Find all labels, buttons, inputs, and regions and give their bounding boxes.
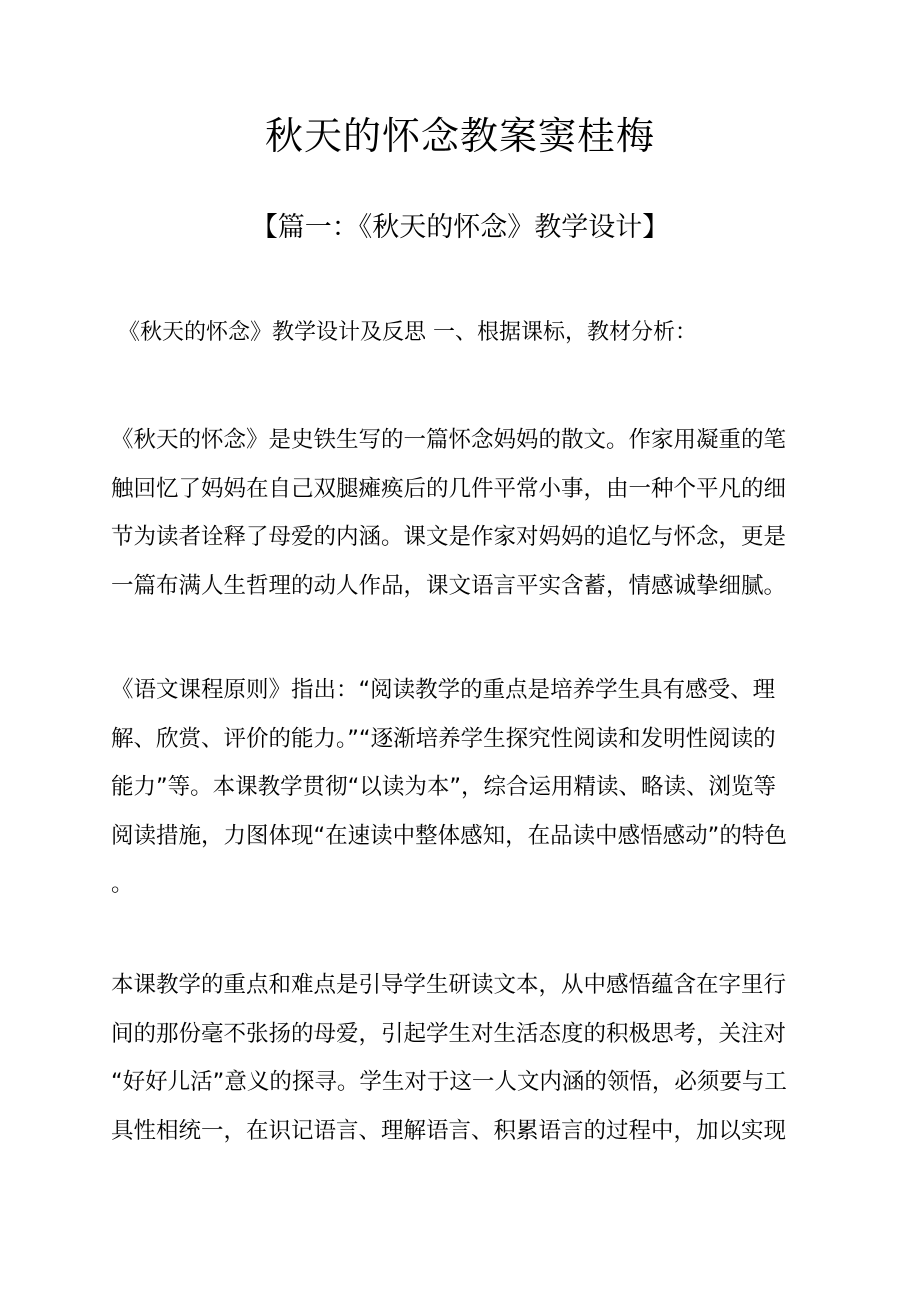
paragraph-line: 能力”等。本课教学贯彻“以读为本”，综合运用精读、略读、浏览等 bbox=[111, 774, 776, 800]
paragraph-3 bbox=[111, 961, 813, 1155]
paragraph-1 bbox=[111, 416, 813, 610]
paragraph-line: 触回忆了妈妈在自己双腿瘫痪后的几件平常小事，由一种个平凡的细 bbox=[111, 475, 787, 502]
paragraph-2 bbox=[111, 666, 813, 909]
paragraph-line: 节为读者诠释了母爱的内涵。课文是作家对妈妈的追忆与怀念，更是 bbox=[111, 524, 787, 550]
document-title: 秋天的怀念教案窦桂梅 bbox=[264, 114, 655, 158]
lead-line: 《秋天的怀念》教学设计及反思 一、根据课标，教材分析： bbox=[118, 320, 697, 345]
paragraph-line: 间的那份毫不张扬的母爱，引起学生对生活态度的积极思考，关注对 bbox=[111, 1020, 787, 1047]
paragraph-line: 一篇布满人生哲理的动人作品，课文语言平实含蓄，情感诚挚细腻。 bbox=[111, 572, 787, 599]
paragraph-line: 。 bbox=[111, 871, 134, 897]
paragraph-line: 《秋天的怀念》是史铁生写的一篇怀念妈妈的散文。作家用凝重的笔 bbox=[111, 427, 787, 453]
paragraph-line: 《语文课程原则》指出：“阅读教学的重点是培养学生具有感受、理 bbox=[111, 677, 776, 703]
paragraph-line: 具性相统一，在识记语言、理解语言、积累语言的过程中，加以实现 bbox=[111, 1117, 787, 1144]
paragraph-line: “好好儿活”意义的探寻。学生对于这一人文内涵的领悟，必须要与工 bbox=[111, 1069, 787, 1095]
paragraph-line: 阅读措施，力图体现“在速读中整体感知，在品读中感悟感动”的特色 bbox=[111, 822, 787, 849]
section-heading: 【篇一：《秋天的怀念》教学设计】 bbox=[250, 212, 670, 243]
paragraph-line: 本课教学的重点和难点是引导学生研读文本，从中感悟蕴含在字里行 bbox=[111, 972, 787, 998]
paragraph-line: 解、欣赏、评价的能力。”“逐渐培养学生探究性阅读和发明性阅读的 bbox=[111, 725, 776, 752]
